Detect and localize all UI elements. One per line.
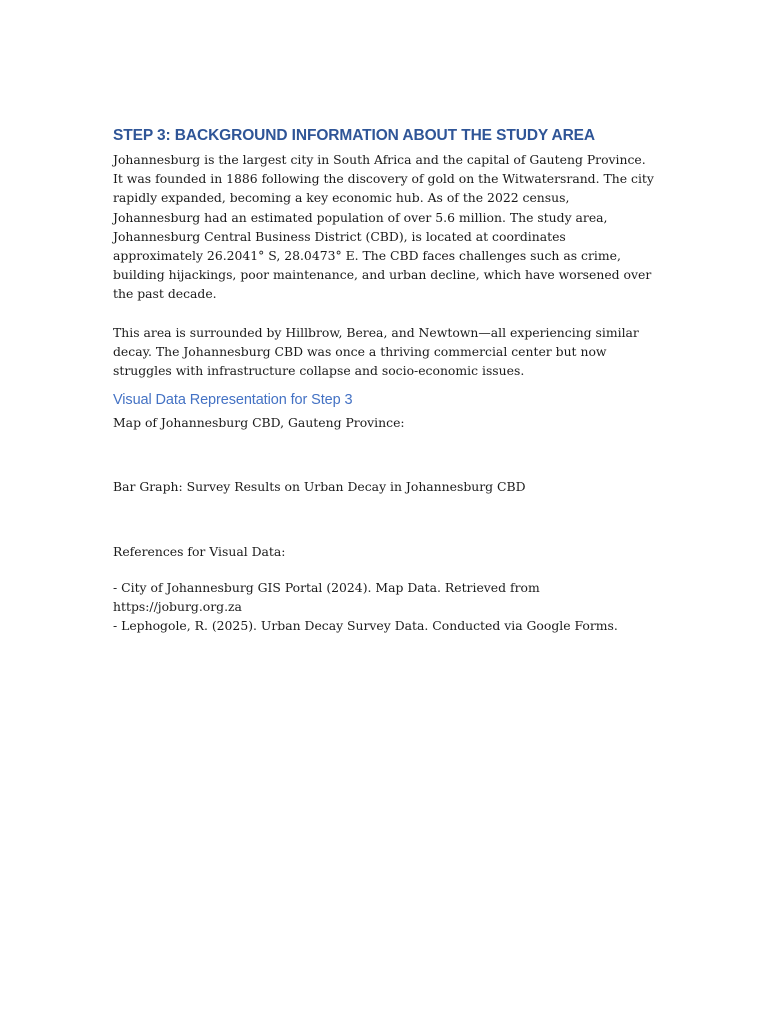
bar-graph-caption: Bar Graph: Survey Results on Urban Decay in Johannesburg CBD xyxy=(113,479,526,495)
visual-data-subheading: Visual Data Representation for Step 3 xyxy=(113,392,353,409)
references-spacer xyxy=(113,561,658,578)
reference-item: - Lephogole, R. (2025). Urban Decay Survey Data. Conducted via Google Forms. xyxy=(113,618,618,634)
surroundings-paragraph: This area is surrounded by Hillbrow, Berea, and Newtown—all experiencing similar decay. The Johannesburg CBD was once a thriving commercial center but now struggles with infrastructure collapse and socio-economic issues. xyxy=(113,324,639,379)
map-caption: Map of Johannesburg CBD, Gauteng Province: xyxy=(113,415,405,431)
reference-item: - City of Johannesburg GIS Portal (2024). Map Data. Retrieved from https://joburg.org.za xyxy=(113,579,540,615)
bar-graph-placeholder-space xyxy=(113,497,658,542)
map-placeholder-space xyxy=(113,432,658,477)
background-paragraph: Johannesburg is the largest city in South Africa and the capital of Gauteng Province. It was founded in 1886 following the discovery of gold on the Witwatersrand. The city rapidly expanded, becoming a key economic hub. As of the 2022 census, Johannesburg had an estimated population of over 5.6 million. The study area, Johannesburg Central Business District (CBD), is located at coordinates approximately 26.2041° S, 28.0473° E. The CBD faces challenges such as crime, building hijackings, poor maintenance, and urban decline, which have worsened over the past decade. xyxy=(113,152,654,302)
document-content xyxy=(113,125,658,635)
heading-spacer xyxy=(113,380,658,389)
references-title: References for Visual Data: xyxy=(113,543,286,559)
section-heading: STEP 3: BACKGROUND INFORMATION ABOUT THE STUDY AREA xyxy=(113,127,596,144)
paragraph-spacer xyxy=(113,304,658,323)
